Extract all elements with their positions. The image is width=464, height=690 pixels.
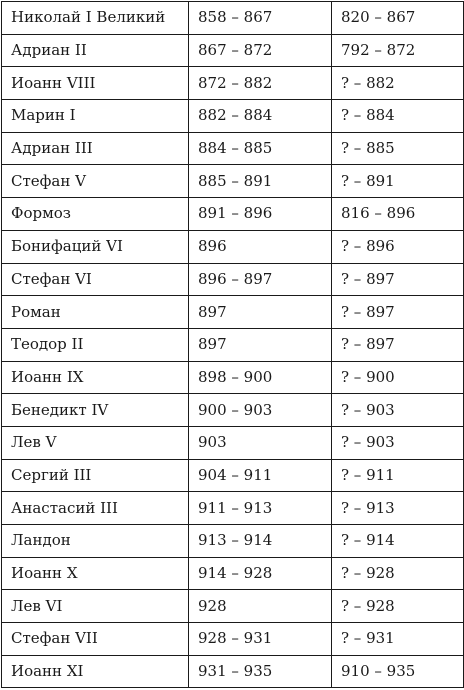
name-cell: Адриан II	[2, 34, 189, 67]
life-years-cell: 816 – 896	[332, 198, 464, 231]
table-row	[2, 557, 464, 590]
reign-years-cell: 897	[189, 328, 332, 361]
name-cell: Теодор II	[2, 328, 189, 361]
table-row	[2, 459, 464, 492]
name-cell: Лев V	[2, 426, 189, 459]
reign-years-cell: 884 – 885	[189, 132, 332, 165]
life-years-cell: ? – 897	[332, 296, 464, 329]
life-years-cell: ? – 885	[332, 132, 464, 165]
reign-years-cell: 897	[189, 296, 332, 329]
popes-table	[1, 1, 464, 688]
name-cell: Иоанн XI	[2, 655, 189, 688]
table-row	[2, 361, 464, 394]
name-cell: Бонифаций VI	[2, 230, 189, 263]
name-cell: Иоанн VIII	[2, 67, 189, 100]
life-years-cell: ? – 897	[332, 263, 464, 296]
table-row	[2, 132, 464, 165]
table-row	[2, 623, 464, 656]
life-years-cell: ? – 900	[332, 361, 464, 394]
name-cell: Сергий III	[2, 459, 189, 492]
table-body	[2, 2, 464, 688]
name-cell: Николай I Великий	[2, 2, 189, 35]
reign-years-cell: 858 – 867	[189, 2, 332, 35]
name-cell: Стефан VII	[2, 623, 189, 656]
table-row	[2, 296, 464, 329]
table-row	[2, 165, 464, 198]
name-cell: Анастасий III	[2, 492, 189, 525]
name-cell: Лев VI	[2, 590, 189, 623]
reign-years-cell: 896	[189, 230, 332, 263]
name-cell: Стефан V	[2, 165, 189, 198]
life-years-cell: ? – 897	[332, 328, 464, 361]
table-row	[2, 263, 464, 296]
table-row	[2, 328, 464, 361]
table-row	[2, 100, 464, 133]
table-row	[2, 230, 464, 263]
table-row	[2, 590, 464, 623]
reign-years-cell: 896 – 897	[189, 263, 332, 296]
name-cell: Бенедикт IV	[2, 394, 189, 427]
reign-years-cell: 867 – 872	[189, 34, 332, 67]
table-row	[2, 492, 464, 525]
reign-years-cell: 898 – 900	[189, 361, 332, 394]
table-row	[2, 34, 464, 67]
reign-years-cell: 931 – 935	[189, 655, 332, 688]
life-years-cell: 910 – 935	[332, 655, 464, 688]
table-row	[2, 525, 464, 558]
reign-years-cell: 872 – 882	[189, 67, 332, 100]
life-years-cell: ? – 911	[332, 459, 464, 492]
life-years-cell: 820 – 867	[332, 2, 464, 35]
reign-years-cell: 913 – 914	[189, 525, 332, 558]
name-cell: Формоз	[2, 198, 189, 231]
reign-years-cell: 904 – 911	[189, 459, 332, 492]
table-row	[2, 394, 464, 427]
life-years-cell: ? – 928	[332, 590, 464, 623]
table-row	[2, 198, 464, 231]
life-years-cell: ? – 903	[332, 426, 464, 459]
life-years-cell: ? – 928	[332, 557, 464, 590]
table-row	[2, 67, 464, 100]
life-years-cell: 792 – 872	[332, 34, 464, 67]
reign-years-cell: 928 – 931	[189, 623, 332, 656]
name-cell: Иоанн IX	[2, 361, 189, 394]
reign-years-cell: 911 – 913	[189, 492, 332, 525]
name-cell: Роман	[2, 296, 189, 329]
name-cell: Стефан VI	[2, 263, 189, 296]
table-row	[2, 426, 464, 459]
life-years-cell: ? – 884	[332, 100, 464, 133]
name-cell: Ландон	[2, 525, 189, 558]
name-cell: Адриан III	[2, 132, 189, 165]
name-cell: Иоанн X	[2, 557, 189, 590]
name-cell: Марин I	[2, 100, 189, 133]
reign-years-cell: 928	[189, 590, 332, 623]
reign-years-cell: 882 – 884	[189, 100, 332, 133]
life-years-cell: ? – 903	[332, 394, 464, 427]
reign-years-cell: 914 – 928	[189, 557, 332, 590]
life-years-cell: ? – 882	[332, 67, 464, 100]
life-years-cell: ? – 913	[332, 492, 464, 525]
reign-years-cell: 900 – 903	[189, 394, 332, 427]
life-years-cell: ? – 891	[332, 165, 464, 198]
reign-years-cell: 891 – 896	[189, 198, 332, 231]
reign-years-cell: 885 – 891	[189, 165, 332, 198]
life-years-cell: ? – 914	[332, 525, 464, 558]
table-row	[2, 2, 464, 35]
life-years-cell: ? – 896	[332, 230, 464, 263]
life-years-cell: ? – 931	[332, 623, 464, 656]
reign-years-cell: 903	[189, 426, 332, 459]
table-row	[2, 655, 464, 688]
